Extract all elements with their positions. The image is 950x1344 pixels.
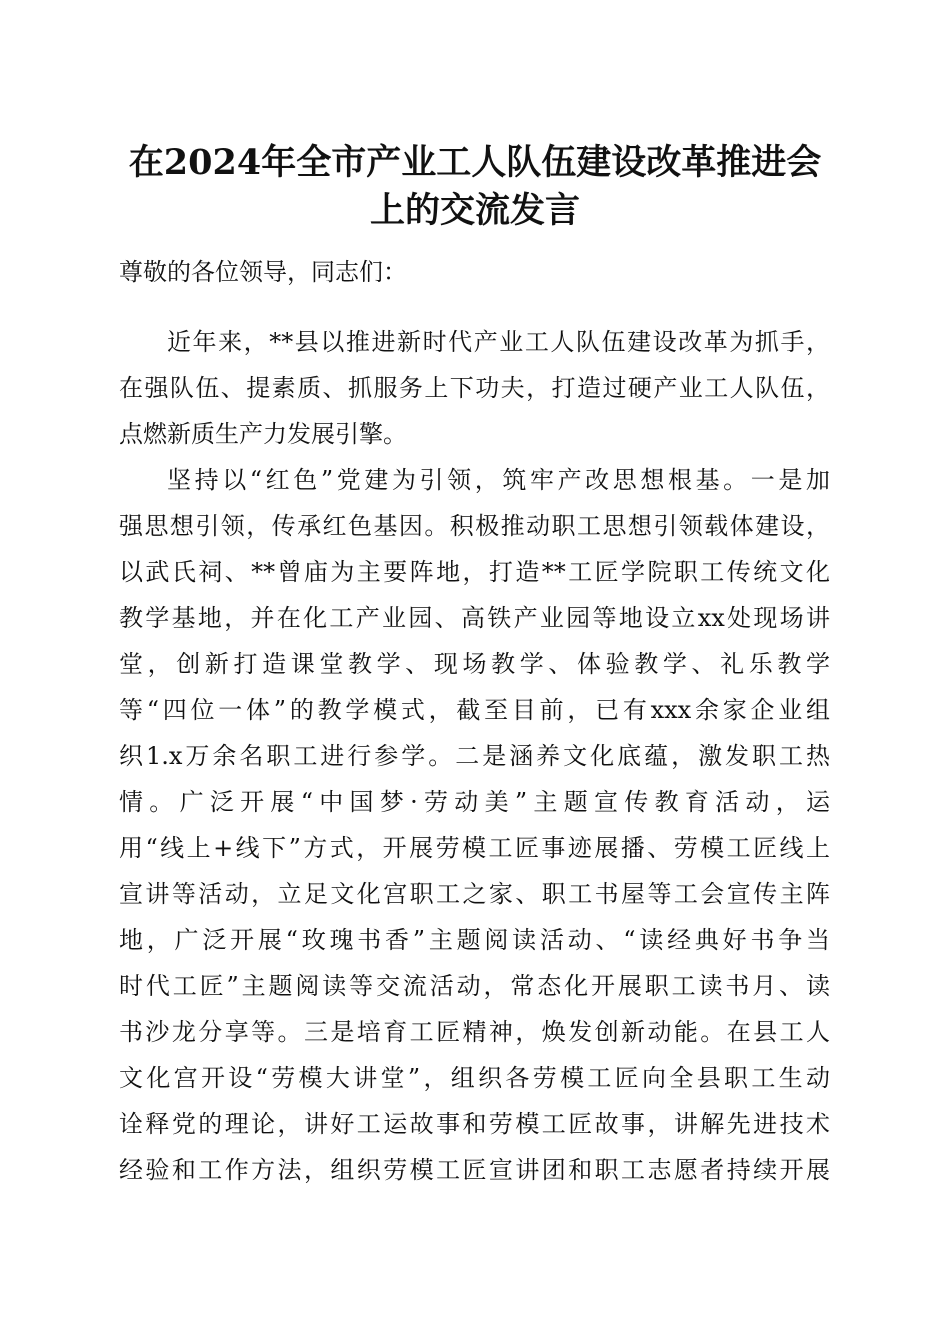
document-title-line-1: 在2024年全市产业工人队伍建设改革推进会 xyxy=(128,142,822,183)
paragraph-line: 宣讲等活动，立足文化宫职工之家、职工书屋等工会宣传主阵 xyxy=(119,880,830,908)
paragraph-line: 地，广泛开展“玫瑰书香”主题阅读活动、“读经典好书争当 xyxy=(119,926,830,954)
paragraph-line: 时代工匠”主题阅读等交流活动，常态化开展职工读书月、读 xyxy=(119,972,830,1000)
paragraph-line: 诠释党的理论，讲好工运故事和劳模工匠故事，讲解先进技术 xyxy=(119,1110,830,1138)
paragraph-line: 用“线上+线下”方式，开展劳模工匠事迹展播、劳模工匠线上 xyxy=(119,834,830,862)
paragraph-line: 以武氏祠、**曾庙为主要阵地，打造**工匠学院职工传统文化 xyxy=(119,558,830,586)
paragraph-line: 在强队伍、提素质、抓服务上下功夫，打造过硬产业工人队伍， xyxy=(119,374,830,402)
paragraph-line: 经验和工作方法，组织劳模工匠宣讲团和职工志愿者持续开展 xyxy=(119,1156,830,1184)
paragraph-line: 点燃新质生产力发展引擎。 xyxy=(119,420,407,448)
paragraph-line: 织1.x万余名职工进行参学。二是涵养文化底蕴，激发职工热 xyxy=(119,742,830,770)
paragraph-line: 堂，创新打造课堂教学、现场教学、体验教学、礼乐教学 xyxy=(119,650,830,678)
paragraph-line: 情。广泛开展“中国梦·劳动美”主题宣传教育活动，运 xyxy=(119,788,830,816)
paragraph-line: 教学基地，并在化工产业园、高铁产业园等地设立xx处现场讲 xyxy=(119,604,830,632)
paragraph-line: 书沙龙分享等。三是培育工匠精神，焕发创新动能。在县工人 xyxy=(119,1018,830,1046)
paragraph-line: 等“四位一体”的教学模式，截至目前，已有xxx余家企业组 xyxy=(119,696,830,724)
paragraph-line: 坚持以“红色”党建为引领，筑牢产改思想根基。一是加 xyxy=(167,466,830,494)
paragraph-line: 文化宫开设“劳模大讲堂”，组织各劳模工匠向全县职工生动 xyxy=(119,1064,830,1092)
paragraph-line: 强思想引领，传承红色基因。积极推动职工思想引领载体建设， xyxy=(119,512,830,540)
salutation: 尊敬的各位领导，同志们： xyxy=(119,258,407,286)
document-title-line-2: 上的交流发言 xyxy=(369,190,580,231)
paragraph-line: 近年来，**县以推进新时代产业工人队伍建设改革为抓手， xyxy=(167,328,830,356)
